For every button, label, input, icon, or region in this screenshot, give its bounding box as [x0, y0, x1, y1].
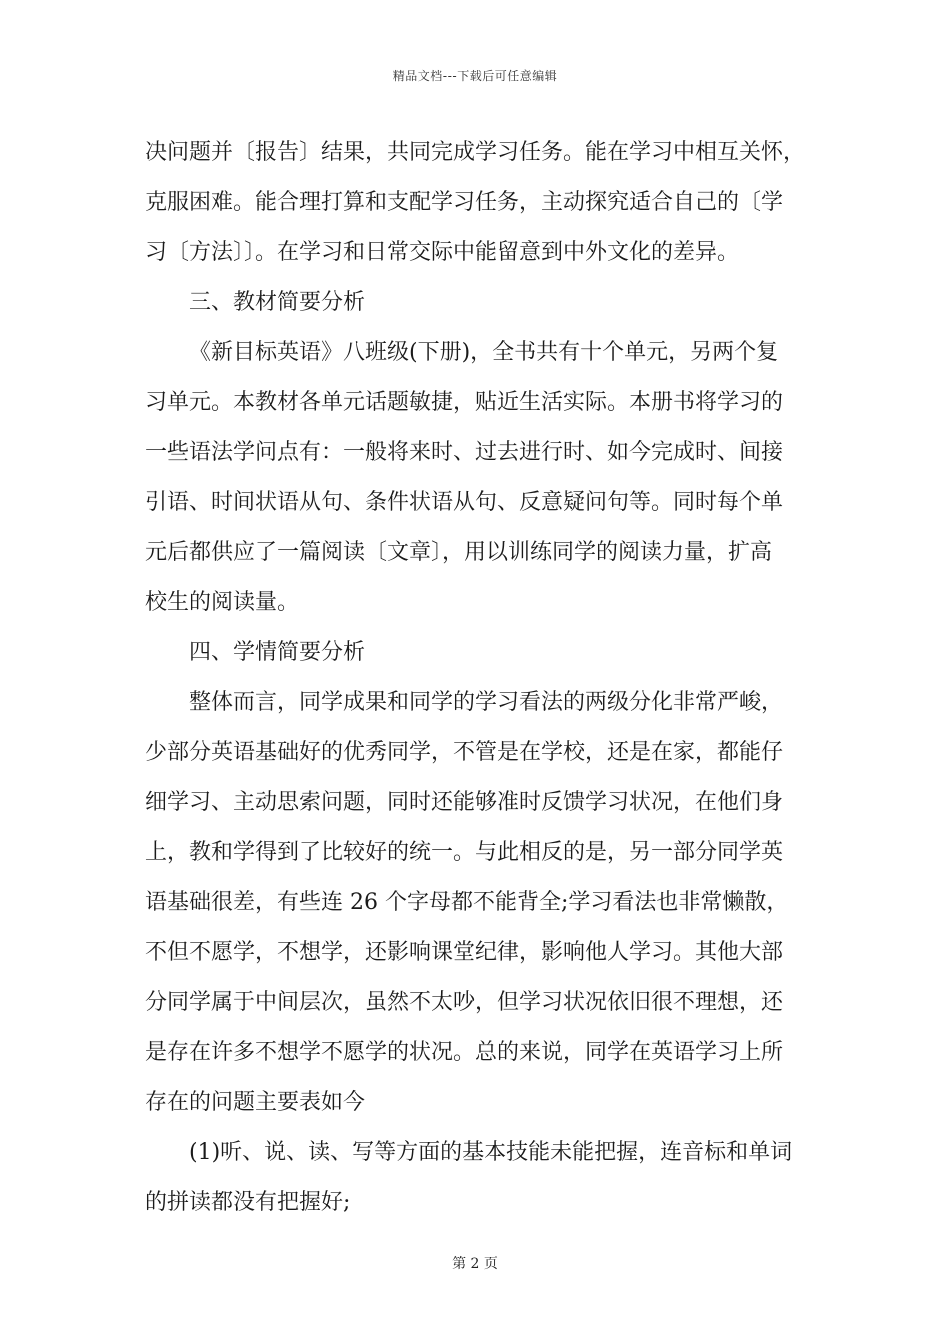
text-line: 整体而言，同学成果和同学的学习看法的两级分化非常严峻，: [189, 690, 784, 715]
text-line: 校生的阅读量。: [145, 590, 300, 615]
text-line: 分同学属于中间层次，虽然不太吵，但学习状况依旧很不理想，还: [145, 990, 784, 1015]
text-line: 细学习、主动思索问题，同时还能够准时反馈学习状况，在他们身: [145, 790, 784, 815]
text-line: 元后都供应了一篇阅读〔文章〕，用以训练同学的阅读力量，扩高: [145, 540, 773, 565]
text-line: 决问题并〔报告〕结果，共同完成学习任务。能在学习中相互关怀，: [145, 140, 806, 165]
text-line: 习单元。本教材各单元话题敏捷，贴近生活实际。本册书将学习的: [145, 390, 784, 415]
text-line: (1)听、说、读、写等方面的基本技能未能把握，连音标和单词: [189, 1140, 793, 1165]
text-line: 的拼读都没有把握好;: [145, 1190, 351, 1215]
paragraph-problem-1: [145, 1128, 815, 1228]
heading-line: 三、教材简要分析: [189, 290, 366, 315]
text-line: 克服困难。能合理打算和支配学习任务，主动探究适合自己的〔学: [145, 190, 784, 215]
text-line: 一些语法学问点有：一般将来时、过去进行时、如今完成时、间接: [145, 440, 784, 465]
text-line: 是存在许多不想学不愿学的状况。总的来说，同学在英语学习上所: [145, 1040, 784, 1065]
text-line: 引语、时间状语从句、条件状语从句、反意疑问句等。同时每个单: [145, 490, 784, 515]
document-body: [145, 128, 815, 1228]
text-line: 上，教和学得到了比较好的统一。与此相反的是，另一部分同学英: [145, 840, 784, 865]
text-line: 《新目标英语》八班级(下册)，全书共有十个单元，另两个复: [189, 340, 779, 365]
heading-line: 四、学情简要分析: [189, 640, 366, 665]
text-line: 存在的问题主要表如今: [145, 1090, 366, 1115]
paragraph-student-situation: [145, 678, 815, 1128]
section-heading-student-analysis: [145, 628, 815, 678]
page-header: 精品文档---下载后可任意编辑: [392, 69, 558, 83]
page-number: 第 2 页: [452, 1256, 498, 1272]
text-line: 不但不愿学，不想学，还影响课堂纪律，影响他人学习。其他大部: [145, 940, 784, 965]
text-line: 习〔方法〕〕。在学习和日常交际中能留意到中外文化的差异。: [145, 240, 740, 265]
section-heading-textbook-analysis: [145, 278, 815, 328]
text-line: 语基础很差，有些连 26 个字母都不能背全;学习看法也非常懒散，: [145, 890, 789, 915]
text-line: 少部分英语基础好的优秀同学，不管是在学校，还是在家，都能仔: [145, 740, 784, 765]
paragraph-1: [145, 128, 815, 278]
paragraph-textbook: [145, 328, 815, 628]
